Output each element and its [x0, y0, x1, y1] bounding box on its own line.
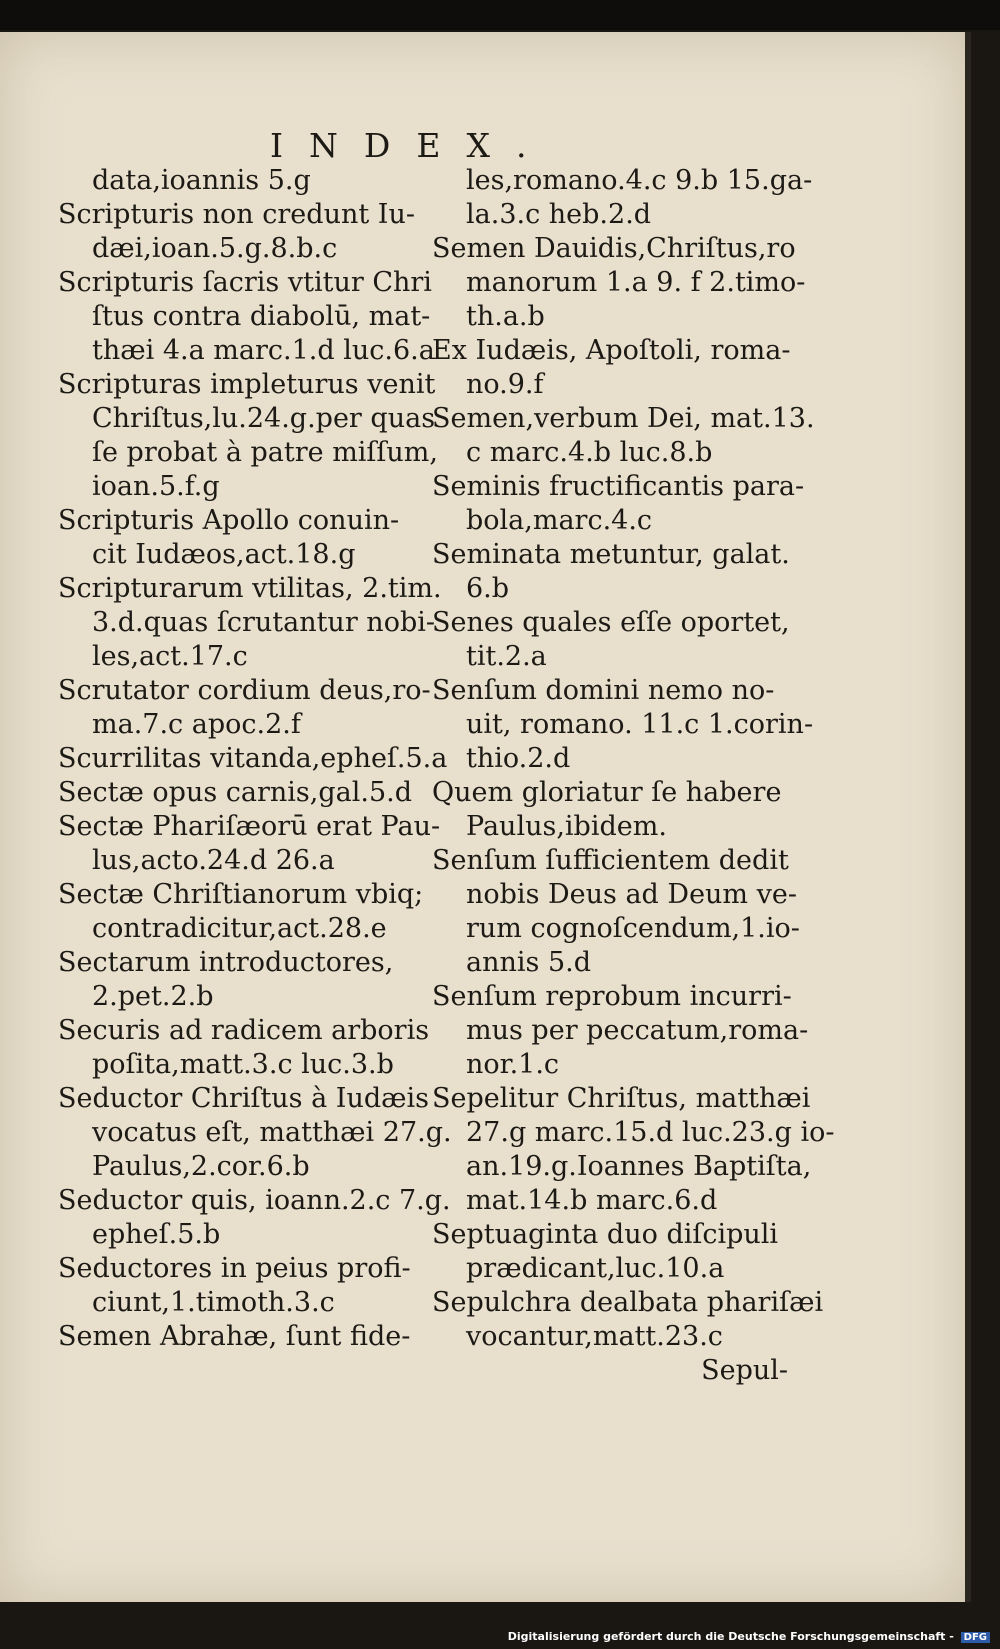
- index-entry-continuation: 3.d.quas ſcrutantur nobi-: [92, 607, 435, 638]
- index-entry: Scripturas impleturus venit: [58, 369, 436, 400]
- catchword: Sepul-: [701, 1355, 788, 1386]
- index-entry: Sepulchra dealbata phariſæi: [432, 1287, 824, 1318]
- index-entry: Semen Dauidis,Chriſtus,ro: [432, 233, 796, 264]
- index-entry-continuation: vocantur,matt.23.c: [466, 1321, 723, 1352]
- index-entry-continuation: les,romano.4.c 9.b 15.ga-: [466, 165, 813, 196]
- index-entry-continuation: thæi 4.a marc.1.d luc.6.a: [92, 335, 435, 366]
- index-column-left: [58, 164, 452, 1354]
- credit-text: Digitalisierung gefördert durch die Deutsche Forschungsgemeinschaft -: [507, 1630, 954, 1643]
- index-entry-continuation: la.3.c heb.2.d: [466, 199, 652, 230]
- index-entry-continuation: rum cognoſcendum,1.io-: [466, 913, 800, 944]
- index-entry: Septuaginta duo diſcipuli: [432, 1219, 779, 1250]
- digitization-credit: [508, 1630, 990, 1643]
- index-entry: Semen,verbum Dei, mat.13.: [432, 403, 815, 434]
- index-entry-continuation: uit, romano. 11.c 1.corin-: [466, 709, 814, 740]
- index-entry: Seductor Chriſtus à Iudæis: [58, 1083, 430, 1114]
- index-entry: Scripturis non credunt Iu-: [58, 199, 415, 230]
- index-entry-continuation: lus,acto.24.d 26.a: [92, 845, 335, 876]
- index-entry-continuation: bola,marc.4.c: [466, 505, 653, 536]
- index-entry-continuation: ſtus contra diabolū, mat-: [92, 301, 431, 332]
- index-entry-continuation: poſita,matt.3.c luc.3.b: [92, 1049, 394, 1080]
- index-entry: Senſum ſufficientem dedit: [432, 845, 789, 876]
- index-entry: Seminis fructificantis para-: [432, 471, 805, 502]
- index-entry-continuation: annis 5.d: [466, 947, 591, 978]
- index-entry-continuation: th.a.b: [466, 301, 545, 332]
- index-entry: Quem gloriatur ſe habere: [432, 777, 782, 808]
- dfg-logo: DFG: [961, 1632, 990, 1643]
- index-entry: Scripturis ſacris vtitur Chri: [58, 267, 432, 298]
- index-entry-continuation: no.9.f: [466, 369, 544, 400]
- index-entry-continuation: ioan.5.f.g: [92, 471, 220, 502]
- index-entry-continuation: dæi,ioan.5.g.8.b.c: [92, 233, 338, 264]
- index-entry-continuation: data,ioannis 5.g: [92, 165, 311, 196]
- index-entry-continuation: ciunt,1.timoth.3.c: [92, 1287, 335, 1318]
- index-entry-continuation: Paulus,ibidem.: [466, 811, 667, 842]
- index-entry: Senſum domini nemo no-: [432, 675, 775, 706]
- index-entry: Semen Abrahæ, ſunt fide-: [58, 1321, 411, 1352]
- index-entry: Sectæ Chriſtianorum vbiq;: [58, 879, 424, 910]
- index-entry: Senſum reprobum incurri-: [432, 981, 792, 1012]
- index-entry-continuation: c marc.4.b luc.8.b: [466, 437, 713, 468]
- index-entry: Scrutator cordium deus,ro-: [58, 675, 431, 706]
- index-entry-continuation: les,act.17.c: [92, 641, 248, 672]
- index-entry: Scripturarum vtilitas, 2.tim.: [58, 573, 442, 604]
- page-title: INDEX.: [270, 126, 553, 165]
- index-entry-continuation: manorum 1.a 9. f 2.timo-: [466, 267, 806, 298]
- index-entry-continuation: mat.14.b marc.6.d: [466, 1185, 718, 1216]
- index-entry-continuation: mus per peccatum,roma-: [466, 1015, 809, 1046]
- index-entry: Ex Iudæis, Apoſtoli, roma-: [432, 335, 791, 366]
- index-entry-continuation: an.19.g.Ioannes Baptiſta,: [466, 1151, 812, 1182]
- index-entry: Sectæ Phariſæorū erat Pau-: [58, 811, 441, 842]
- index-entry: Scurrilitas vitanda,epheſ.5.a: [58, 743, 448, 774]
- scan-top-border: [0, 0, 1000, 30]
- index-entry-continuation: cit Iudæos,act.18.g: [92, 539, 356, 570]
- index-entry: Seductores in peius profi-: [58, 1253, 411, 1284]
- index-entry: Scripturis Apollo conuin-: [58, 505, 400, 536]
- index-entry: Seductor quis, ioann.2.c 7.g.: [58, 1185, 451, 1216]
- index-entry: Sectæ opus carnis,gal.5.d: [58, 777, 413, 808]
- index-entry: Sepelitur Chriſtus, matthæi: [432, 1083, 811, 1114]
- index-entry: Senes quales eſſe oportet,: [432, 607, 790, 638]
- index-entry-continuation: vocatus eſt, matthæi 27.g.: [92, 1117, 452, 1148]
- index-entry-continuation: prædicant,luc.10.a: [466, 1253, 725, 1284]
- index-entry-continuation: contradicitur,act.28.e: [92, 913, 387, 944]
- index-entry-continuation: nobis Deus ad Deum ve-: [466, 879, 797, 910]
- index-entry-continuation: Chriſtus,lu.24.g.per quas: [92, 403, 436, 434]
- index-column-right: [432, 164, 835, 1388]
- index-entry-continuation: ma.7.c apoc.2.f: [92, 709, 301, 740]
- index-entry-continuation: tit.2.a: [466, 641, 547, 672]
- index-entry-continuation: nor.1.c: [466, 1049, 560, 1080]
- index-entry: Sectarum introductores,: [58, 947, 394, 978]
- index-entry-continuation: 2.pet.2.b: [92, 981, 214, 1012]
- index-entry: Securis ad radicem arboris: [58, 1015, 430, 1046]
- index-entry-continuation: epheſ.5.b: [92, 1219, 221, 1250]
- book-page: [0, 32, 971, 1602]
- index-entry-continuation: 6.b: [466, 573, 510, 604]
- index-entry-continuation: Paulus,2.cor.6.b: [92, 1151, 310, 1182]
- index-entry-continuation: ſe probat à patre miſſum,: [92, 437, 438, 468]
- index-entry-continuation: thio.2.d: [466, 743, 571, 774]
- index-entry-continuation: 27.g marc.15.d luc.23.g io-: [466, 1117, 835, 1148]
- index-entry: Seminata metuntur, galat.: [432, 539, 790, 570]
